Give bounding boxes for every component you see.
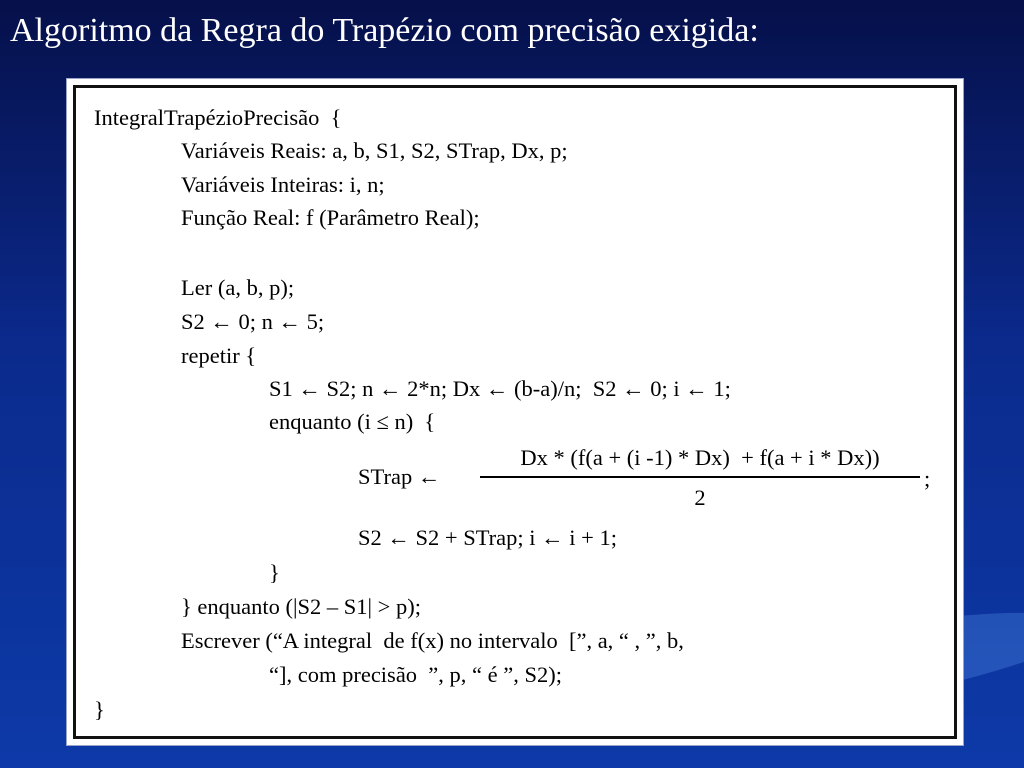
code-line-read: Ler (a, b, p);: [181, 275, 295, 300]
code-line-repeat: repetir {: [181, 343, 257, 368]
fraction-bar: [480, 476, 920, 478]
code-strap-label: STrap ←: [358, 464, 441, 489]
fraction-numerator: Dx * (f(a + (i -1) * Dx) + f(a + i * Dx)): [520, 445, 880, 470]
code-line-init: S2 ← 0; n ← 5;: [181, 309, 325, 334]
algorithm-box: [73, 85, 957, 739]
code-line-until: } enquanto (|S2 – S1| > p);: [181, 594, 421, 619]
code-line-write: Escrever (“A integral de f(x) no intervalo [”, a, “ , ”, b,: [181, 628, 684, 653]
code-line-header: IntegralTrapézioPrecisão {: [94, 105, 342, 130]
code-line-write-cont: “], com precisão ”, p, “ é ”, S2);: [269, 662, 563, 687]
code-line-while-close: }: [269, 560, 280, 585]
code-line-loop-init: S1 ← S2; n ← 2*n; Dx ← (b-a)/n; S2 ← 0; i ← 1;: [269, 376, 731, 401]
code-line-real-vars: Variáveis Reais: a, b, S1, S2, STrap, Dx, p;: [181, 138, 568, 163]
code-semicolon: ;: [924, 466, 931, 491]
trapezoid-fraction: [480, 444, 920, 512]
code-line-int-vars: Variáveis Inteiras: i, n;: [181, 172, 385, 197]
slide-title: Algoritmo da Regra do Trapézio com precisão exigida:: [10, 12, 759, 49]
fraction-denominator: 2: [694, 485, 706, 510]
code-line-while: enquanto (i ≤ n) {: [269, 409, 436, 434]
algorithm-panel: [66, 78, 964, 746]
code-line-accumulate: S2 ← S2 + STrap; i ← i + 1;: [358, 525, 617, 550]
code-line-close: }: [94, 697, 105, 722]
code-line-function: Função Real: f (Parâmetro Real);: [181, 205, 480, 230]
